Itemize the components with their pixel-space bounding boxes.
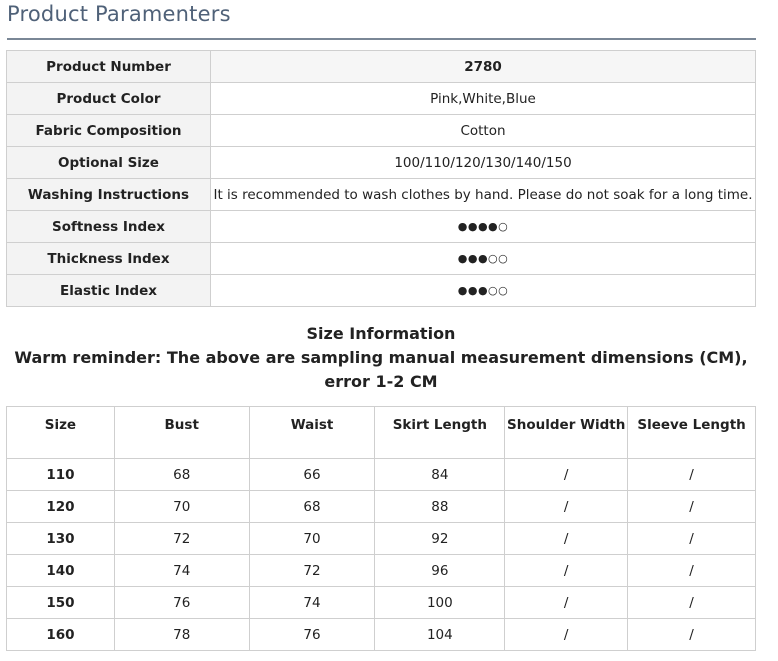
- shoulder-width-cell: /: [505, 619, 628, 651]
- size-cell: 120: [7, 491, 115, 523]
- size-cell: 150: [7, 587, 115, 619]
- thickness-rating: ●●●○○: [211, 243, 756, 275]
- column-header: Bust: [114, 407, 249, 459]
- sleeve-length-cell: /: [628, 619, 756, 651]
- param-row: [7, 51, 756, 83]
- table-row: [7, 587, 756, 619]
- waist-cell: 74: [249, 587, 375, 619]
- bust-cell: 68: [114, 459, 249, 491]
- title-bar: [7, 0, 756, 40]
- table-row: [7, 523, 756, 555]
- size-info-section: [6, 322, 756, 394]
- skirt-length-cell: 92: [375, 523, 505, 555]
- param-label: Optional Size: [7, 147, 211, 179]
- param-value: 100/110/120/130/140/150: [211, 147, 756, 179]
- param-label: Washing Instructions: [7, 179, 211, 211]
- skirt-length-cell: 96: [375, 555, 505, 587]
- bust-cell: 74: [114, 555, 249, 587]
- sleeve-length-cell: /: [628, 523, 756, 555]
- param-row: [7, 211, 756, 243]
- param-row: [7, 83, 756, 115]
- waist-cell: 72: [249, 555, 375, 587]
- param-label: Thickness Index: [7, 243, 211, 275]
- waist-cell: 68: [249, 491, 375, 523]
- shoulder-width-cell: /: [505, 459, 628, 491]
- sleeve-length-cell: /: [628, 459, 756, 491]
- bust-cell: 78: [114, 619, 249, 651]
- softness-rating: ●●●●○: [211, 211, 756, 243]
- size-table: [6, 406, 756, 651]
- column-header: Sleeve Length: [628, 407, 756, 459]
- param-label: Product Color: [7, 83, 211, 115]
- sleeve-length-cell: /: [628, 555, 756, 587]
- waist-cell: 76: [249, 619, 375, 651]
- column-header: Shoulder Width: [505, 407, 628, 459]
- param-value: Pink,White,Blue: [211, 83, 756, 115]
- bust-cell: 76: [114, 587, 249, 619]
- table-row: [7, 491, 756, 523]
- param-value: 2780: [211, 51, 756, 83]
- param-label: Elastic Index: [7, 275, 211, 307]
- product-parameters-table: [6, 50, 756, 307]
- size-cell: 140: [7, 555, 115, 587]
- param-label: Product Number: [7, 51, 211, 83]
- shoulder-width-cell: /: [505, 491, 628, 523]
- skirt-length-cell: 88: [375, 491, 505, 523]
- column-header: Skirt Length: [375, 407, 505, 459]
- size-info-heading: Size Information: [306, 324, 456, 343]
- elastic-rating: ●●●○○: [211, 275, 756, 307]
- param-label: Softness Index: [7, 211, 211, 243]
- size-info-reminder: Warm reminder: The above are sampling manual measurement dimensions (CM), error 1-2 CM: [14, 348, 748, 391]
- param-row: [7, 179, 756, 211]
- page-title: Product Paramenters: [7, 2, 231, 26]
- param-row: [7, 243, 756, 275]
- table-row: [7, 459, 756, 491]
- skirt-length-cell: 100: [375, 587, 505, 619]
- param-value: Cotton: [211, 115, 756, 147]
- waist-cell: 70: [249, 523, 375, 555]
- sleeve-length-cell: /: [628, 491, 756, 523]
- size-cell: 110: [7, 459, 115, 491]
- size-cell: 160: [7, 619, 115, 651]
- shoulder-width-cell: /: [505, 555, 628, 587]
- table-row: [7, 555, 756, 587]
- shoulder-width-cell: /: [505, 587, 628, 619]
- param-label: Fabric Composition: [7, 115, 211, 147]
- param-row: [7, 147, 756, 179]
- bust-cell: 72: [114, 523, 249, 555]
- shoulder-width-cell: /: [505, 523, 628, 555]
- skirt-length-cell: 84: [375, 459, 505, 491]
- size-table-header: [7, 407, 756, 459]
- column-header: Waist: [249, 407, 375, 459]
- size-cell: 130: [7, 523, 115, 555]
- param-row: [7, 115, 756, 147]
- skirt-length-cell: 104: [375, 619, 505, 651]
- waist-cell: 66: [249, 459, 375, 491]
- column-header: Size: [7, 407, 115, 459]
- sleeve-length-cell: /: [628, 587, 756, 619]
- param-value: It is recommended to wash clothes by hand. Please do not soak for a long time.: [211, 179, 756, 211]
- param-row: [7, 275, 756, 307]
- bust-cell: 70: [114, 491, 249, 523]
- table-row: [7, 619, 756, 651]
